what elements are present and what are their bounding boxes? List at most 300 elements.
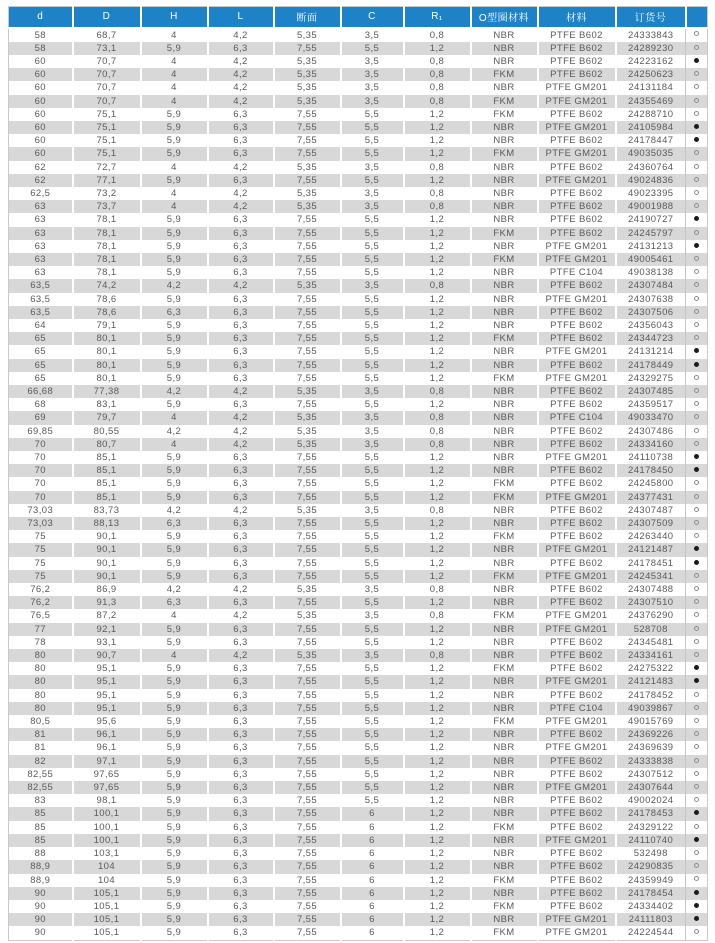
cell-R1: 0,8 [404,161,471,174]
hollow-dot-icon [694,388,699,393]
cell-section: 7,55 [274,293,341,306]
hollow-dot-icon [694,375,699,380]
table-row [9,860,708,873]
cell-order_no: 24275322 [616,662,686,675]
cell-dot [686,95,708,108]
filled-dot-icon [694,243,699,248]
filled-dot-icon [694,124,699,129]
cell-D: 78,1 [73,213,141,226]
cell-section: 7,55 [274,213,341,226]
cell-oring_material: NBR [471,689,538,702]
cell-dot [686,517,708,530]
cell-section: 7,55 [274,134,341,147]
cell-d: 63 [34,253,46,265]
cell-material: PTFE GM201 [538,715,616,728]
cell-material: PTFE B602 [538,583,616,596]
cell-d: 62,5 [30,187,51,199]
cell-order_no: 24307506 [616,306,686,319]
cell-C: 5,5 [341,464,404,477]
cell-L: 6,3 [208,319,274,332]
cell-material: PTFE B602 [538,68,616,81]
cell-L: 6,3 [208,213,274,226]
cell-C: 5,5 [341,741,404,754]
cell-order_no: 24334402 [616,900,686,913]
cell-R1: 1,2 [404,147,471,160]
cell-R1: 1,2 [404,834,471,847]
cell-material: PTFE B602 [538,279,616,292]
cell-C: 5,5 [341,543,404,556]
cell-H: 5,9 [141,847,208,860]
cell-C: 6 [341,807,404,820]
cell-C: 5,5 [341,702,404,715]
cell-order_no: 24178451 [616,557,686,570]
table-row [9,900,708,913]
cell-oring_material: NBR [471,649,538,662]
cell-H: 5,9 [141,702,208,715]
cell-oring_material: NBR [471,240,538,253]
cell-order_no: 24307509 [616,517,686,530]
cell-H: 5,9 [141,345,208,358]
cell-oring_material: NBR [471,543,538,556]
cell-material: PTFE B602 [538,768,616,781]
cell-R1: 0,8 [404,81,471,94]
cell-C: 5,5 [341,345,404,358]
cell-D: 70,7 [73,95,141,108]
cell-material: PTFE B602 [538,847,616,860]
cell-order_no: 24360764 [616,161,686,174]
cell-dot [686,768,708,781]
cell-order_no: 24245341 [616,570,686,583]
cell-R1: 1,2 [404,636,471,649]
table-row [9,55,708,68]
cell-d: 64 [34,319,46,331]
cell-order_no: 24359949 [616,874,686,887]
cell-R1: 1,2 [404,702,471,715]
cell-D: 85,1 [73,451,141,464]
cell-D: 85,1 [73,464,141,477]
hollow-dot-icon [694,71,699,76]
cell-D: 104 [73,874,141,887]
cell-section: 7,55 [274,794,341,807]
cell-dot [686,227,708,240]
cell-section: 7,55 [274,926,341,940]
cell-d: 76,2 [30,597,51,609]
cell-H: 4 [141,609,208,622]
cell-material: PTFE C104 [538,266,616,279]
table-row [9,147,708,160]
table-row [9,253,708,266]
cell-oring_material: FKM [471,253,538,266]
cell-R1: 1,2 [404,887,471,900]
cell-L: 6,3 [208,477,274,490]
cell-D: 78,1 [73,240,141,253]
cell-H: 5,9 [141,834,208,847]
cell-d: 85 [34,808,46,820]
cell-R1: 1,2 [404,596,471,609]
table-row [9,108,708,121]
cell-D: 78,6 [73,293,141,306]
cell-order_no: 528708 [616,623,686,636]
cell-material: PTFE B602 [538,517,616,530]
hollow-dot-icon [694,414,699,419]
cell-material: PTFE GM201 [538,147,616,160]
cell-d: 69,85 [27,425,54,437]
cell-R1: 1,2 [404,240,471,253]
cell-order_no: 24307488 [616,583,686,596]
cell-D: 96,1 [73,741,141,754]
cell-material: PTFE B602 [538,385,616,398]
cell-dot [686,623,708,636]
cell-H: 5,9 [141,807,208,820]
cell-L: 6,3 [208,293,274,306]
cell-section: 5,35 [274,279,341,292]
table-row [9,649,708,662]
cell-D: 77,1 [73,174,141,187]
hollow-dot-icon [694,573,699,578]
cell-oring_material: FKM [471,332,538,345]
cell-d: 75 [34,557,46,569]
cell-H: 5,9 [141,636,208,649]
table-row [9,345,708,358]
column-header-L: L [208,7,274,28]
hollow-dot-icon [694,203,699,208]
cell-D: 83,73 [73,504,141,517]
column-header-oring-material: O型圈材料 [471,7,538,28]
cell-order_no: 24307512 [616,768,686,781]
cell-dot [686,451,708,464]
cell-oring_material: NBR [471,675,538,688]
column-header-R1: R₁ [404,7,471,28]
cell-L: 4,2 [208,81,274,94]
cell-L: 6,3 [208,398,274,411]
cell-C: 5,5 [341,517,404,530]
cell-L: 6,3 [208,847,274,860]
hollow-dot-icon [694,929,699,934]
cell-d: 85 [34,821,46,833]
hollow-dot-icon [694,230,699,235]
cell-section: 7,55 [274,464,341,477]
table-row [9,319,708,332]
cell-d: 65 [34,346,46,358]
hollow-dot-icon [694,31,699,36]
table-row [9,438,708,451]
hollow-dot-icon [694,45,699,50]
cell-oring_material: FKM [471,95,538,108]
hollow-dot-icon [694,639,699,644]
cell-oring_material: NBR [471,279,538,292]
cell-material: PTFE B602 [538,900,616,913]
cell-order_no: 24178447 [616,134,686,147]
cell-d: 63 [34,240,46,252]
cell-material: PTFE B602 [538,42,616,55]
cell-d: 90 [34,914,46,926]
cell-L: 6,3 [208,728,274,741]
cell-D: 75,1 [73,108,141,121]
cell-order_no: 24121483 [616,675,686,688]
column-header-C: C [341,7,404,28]
hollow-dot-icon [694,428,699,433]
cell-oring_material: NBR [471,557,538,570]
cell-L: 6,3 [208,530,274,543]
cell-order_no: 24369639 [616,741,686,754]
cell-D: 80,55 [73,425,141,438]
filled-dot-icon [694,678,699,683]
column-header-availability [686,7,708,28]
cell-order_no: 24307485 [616,385,686,398]
cell-H: 5,9 [141,293,208,306]
cell-C: 5,5 [341,121,404,134]
cell-material: PTFE B602 [538,213,616,226]
cell-C: 3,5 [341,504,404,517]
cell-d: 88,9 [30,874,51,886]
cell-C: 5,5 [341,623,404,636]
cell-order_no: 24131214 [616,345,686,358]
cell-material: PTFE B602 [538,306,616,319]
cell-H: 5,9 [141,728,208,741]
cell-d: 83 [34,795,46,807]
filled-dot-icon [694,837,699,842]
cell-L: 6,3 [208,372,274,385]
cell-material: PTFE GM201 [538,570,616,583]
cell-D: 103,1 [73,847,141,860]
cell-C: 5,5 [341,266,404,279]
hollow-dot-icon [694,164,699,169]
cell-H: 4 [141,55,208,68]
cell-L: 4,2 [208,583,274,596]
cell-section: 7,55 [274,689,341,702]
table-row [9,95,708,108]
cell-dot [686,359,708,372]
cell-L: 6,3 [208,623,274,636]
cell-dot [686,187,708,200]
cell-section: 7,55 [274,755,341,768]
cell-section: 7,55 [274,807,341,820]
cell-material: PTFE B602 [538,227,616,240]
table-row [9,266,708,279]
table-row [9,411,708,424]
table-row [9,623,708,636]
cell-R1: 0,8 [404,28,471,42]
table-row [9,161,708,174]
cell-material: PTFE GM201 [538,81,616,94]
cell-section: 7,55 [274,306,341,319]
cell-section: 7,55 [274,662,341,675]
cell-d: 60 [34,69,46,81]
cell-L: 6,3 [208,42,274,55]
cell-dot [686,147,708,160]
cell-dot [686,807,708,820]
cell-H: 4 [141,95,208,108]
cell-oring_material: NBR [471,768,538,781]
cell-L: 6,3 [208,345,274,358]
cell-H: 4 [141,411,208,424]
cell-L: 6,3 [208,702,274,715]
cell-dot [686,240,708,253]
cell-section: 7,55 [274,530,341,543]
cell-material: PTFE B602 [538,821,616,834]
cell-C: 3,5 [341,279,404,292]
cell-section: 7,55 [274,741,341,754]
cell-section: 7,55 [274,675,341,688]
table-row [9,702,708,715]
cell-R1: 1,2 [404,306,471,319]
cell-L: 6,3 [208,913,274,926]
cell-section: 7,55 [274,702,341,715]
cell-oring_material: NBR [471,464,538,477]
cell-L: 6,3 [208,900,274,913]
table-row [9,28,708,42]
cell-R1: 1,2 [404,213,471,226]
cell-section: 7,55 [274,900,341,913]
table-header-row [9,7,708,28]
cell-H: 5,9 [141,530,208,543]
cell-order_no: 24333843 [616,28,686,42]
cell-C: 5,5 [341,636,404,649]
cell-D: 88,13 [73,517,141,530]
cell-oring_material: FKM [471,900,538,913]
cell-dot [686,860,708,873]
cell-dot [686,385,708,398]
cell-D: 104 [73,860,141,873]
cell-dot [686,55,708,68]
cell-oring_material: NBR [471,425,538,438]
hollow-dot-icon [694,599,699,604]
cell-R1: 1,2 [404,807,471,820]
cell-H: 5,9 [141,108,208,121]
cell-C: 6 [341,887,404,900]
filled-dot-icon [694,58,699,63]
cell-L: 6,3 [208,108,274,121]
cell-D: 79,1 [73,319,141,332]
cell-D: 80,1 [73,372,141,385]
cell-order_no: 24344723 [616,332,686,345]
cell-H: 5,9 [141,794,208,807]
cell-material: PTFE B602 [538,860,616,873]
cell-order_no: 24178454 [616,887,686,900]
cell-D: 85,1 [73,491,141,504]
cell-dot [686,781,708,794]
cell-order_no: 49001988 [616,200,686,213]
cell-oring_material: NBR [471,134,538,147]
cell-L: 6,3 [208,543,274,556]
cell-C: 3,5 [341,425,404,438]
hollow-dot-icon [694,256,699,261]
cell-order_no: 24307510 [616,596,686,609]
table-row [9,372,708,385]
cell-C: 3,5 [341,55,404,68]
cell-d: 88 [34,848,46,860]
cell-oring_material: NBR [471,887,538,900]
cell-dot [686,411,708,424]
cell-D: 93,1 [73,636,141,649]
cell-H: 5,9 [141,134,208,147]
cell-L: 6,3 [208,794,274,807]
cell-R1: 1,2 [404,266,471,279]
cell-D: 95,1 [73,662,141,675]
cell-order_no: 49033470 [616,411,686,424]
cell-H: 5,9 [141,821,208,834]
cell-D: 78,1 [73,253,141,266]
cell-dot [686,253,708,266]
cell-dot [686,596,708,609]
cell-order_no: 24178449 [616,359,686,372]
cell-material: PTFE B602 [538,636,616,649]
cell-d: 60 [34,148,46,160]
cell-order_no: 49015769 [616,715,686,728]
cell-material: PTFE GM201 [538,543,616,556]
cell-R1: 1,2 [404,821,471,834]
cell-R1: 1,2 [404,464,471,477]
cell-order_no: 24190727 [616,213,686,226]
hollow-dot-icon [694,309,699,314]
cell-d: 60 [34,135,46,147]
cell-d: 68 [34,399,46,411]
cell-order_no: 24223162 [616,55,686,68]
cell-d: 80 [34,689,46,701]
hollow-dot-icon [694,705,699,710]
hollow-dot-icon [694,771,699,776]
hollow-dot-icon [694,335,699,340]
cell-D: 73,1 [73,42,141,55]
cell-dot [686,134,708,147]
cell-H: 5,9 [141,398,208,411]
cell-H: 5,9 [141,557,208,570]
cell-section: 7,55 [274,847,341,860]
cell-L: 6,3 [208,306,274,319]
cell-section: 7,55 [274,266,341,279]
cell-material: PTFE B602 [538,187,616,200]
cell-D: 83,1 [73,398,141,411]
cell-section: 7,55 [274,240,341,253]
cell-section: 7,55 [274,108,341,121]
cell-R1: 1,2 [404,359,471,372]
cell-dot [686,530,708,543]
cell-H: 5,9 [141,491,208,504]
cell-oring_material: NBR [471,451,538,464]
cell-C: 5,5 [341,147,404,160]
cell-L: 6,3 [208,689,274,702]
cell-R1: 1,2 [404,781,471,794]
table-row [9,68,708,81]
table-row [9,187,708,200]
cell-C: 5,5 [341,794,404,807]
cell-dot [686,477,708,490]
cell-d: 65 [34,359,46,371]
cell-H: 5,9 [141,675,208,688]
cell-d: 75 [34,570,46,582]
cell-d: 82,55 [27,782,54,794]
cell-oring_material: NBR [471,517,538,530]
cell-L: 6,3 [208,570,274,583]
cell-dot [686,675,708,688]
cell-H: 5,9 [141,860,208,873]
cell-section: 7,55 [274,781,341,794]
cell-D: 79,7 [73,411,141,424]
cell-section: 5,35 [274,609,341,622]
cell-order_no: 24333838 [616,755,686,768]
column-header-H: H [141,7,208,28]
cell-section: 5,35 [274,161,341,174]
cell-D: 70,7 [73,55,141,68]
cell-R1: 1,2 [404,913,471,926]
cell-section: 7,55 [274,398,341,411]
table-row [9,530,708,543]
hollow-dot-icon [694,322,699,327]
table-row [9,768,708,781]
hollow-dot-icon [694,190,699,195]
table-row [9,42,708,55]
cell-d: 70 [34,438,46,450]
